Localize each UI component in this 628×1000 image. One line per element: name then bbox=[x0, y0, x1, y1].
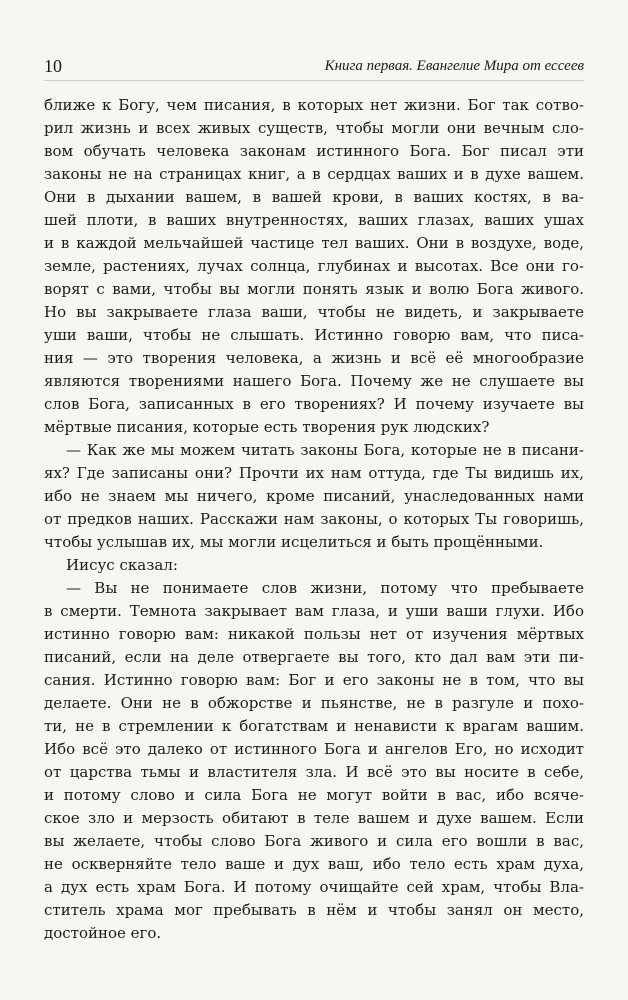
text-line: в смерти. Темнота закрывает вам глаза, и уши ваши глухи. Ибо bbox=[44, 602, 584, 620]
text-line: законы не на страницах книг, а в сердцах ваших и в духе вашем. bbox=[44, 165, 584, 183]
text-line: писаний, если на деле отвергаете вы того, кто дал вам эти пи- bbox=[44, 648, 584, 666]
running-title: Книга первая. Евангелие Мира от ессеев bbox=[324, 58, 584, 74]
text-line: мёртвые писания, которые есть творения рук людских? bbox=[44, 418, 490, 436]
text-line: Ибо всё это далеко от истинного Бога и ангелов Его, но исходит bbox=[44, 740, 584, 758]
text-line: и в каждой мельчайшей частице тел ваших. Они в воздухе, воде, bbox=[44, 234, 584, 252]
text-line: вы желаете, чтобы слово Бога живого и сила его вошли в вас, bbox=[44, 832, 584, 850]
text-line: ближе к Богу, чем писания, в которых нет жизни. Бог так сотво- bbox=[44, 96, 584, 114]
text-line: слов Бога, записанных в его творениях? И почему изучаете вы bbox=[44, 395, 584, 413]
text-line: делаете. Они не в обжорстве и пьянстве, не в разгуле и похо- bbox=[44, 694, 584, 712]
text-line: Иисус сказал: bbox=[66, 556, 178, 574]
text-line: чтобы услышав их, мы могли исцелиться и быть прощёнными. bbox=[44, 533, 544, 551]
text-line: шей плоти, в ваших внутренностях, ваших глазах, ваших ушах bbox=[44, 211, 584, 229]
text-line: — Вы не понимаете слов жизни, потому что пребываете bbox=[66, 579, 584, 597]
body-text bbox=[44, 94, 584, 945]
text-line: не оскверняйте тело ваше и дух ваш, ибо тело есть храм духа, bbox=[44, 855, 584, 873]
text-line: — Как же мы можем читать законы Бога, которые не в писани- bbox=[66, 441, 584, 459]
text-line: земле, растениях, лучах солнца, глубинах и высотах. Все они го- bbox=[44, 257, 584, 275]
text-line: ях? Где записаны они? Прочти их нам оттуда, где Ты видишь их, bbox=[44, 464, 584, 482]
text-line: от царства тьмы и властителя зла. И всё это вы носите в себе, bbox=[44, 763, 584, 781]
text-line: рил жизнь и всех живых существ, чтобы могли они вечным сло- bbox=[44, 119, 584, 137]
page-header bbox=[44, 52, 584, 81]
text-line: истинно говорю вам: никакой пользы нет от изучения мёртвых bbox=[44, 625, 584, 643]
text-line: Но вы закрываете глаза ваши, чтобы не видеть, и закрываете bbox=[44, 303, 584, 321]
text-line: а дух есть храм Бога. И потому очищайте сей храм, чтобы Вла- bbox=[44, 878, 584, 896]
text-line: являются творениями нашего Бога. Почему же не слушаете вы bbox=[44, 372, 584, 390]
text-line: ния — это творения человека, а жизнь и всё её многообразие bbox=[44, 349, 584, 367]
text-line: ворят с вами, чтобы вы могли понять язык и волю Бога живого. bbox=[44, 280, 584, 298]
text-line: ское зло и мерзость обитают в теле вашем и духе вашем. Если bbox=[44, 809, 584, 827]
text-line: ти, не в стремлении к богатствам и ненависти к врагам вашим. bbox=[44, 717, 584, 735]
text-line: ибо не знаем мы ничего, кроме писаний, унаследованных нами bbox=[44, 487, 584, 505]
page-number: 10 bbox=[44, 56, 62, 76]
text-line: ститель храма мог пребывать в нём и чтобы занял он место, bbox=[44, 901, 584, 919]
text-line: сания. Истинно говорю вам: Бог и его законы не в том, что вы bbox=[44, 671, 584, 689]
text-line: вом обучать человека законам истинного Бога. Бог писал эти bbox=[44, 142, 584, 160]
text-line: от предков наших. Расскажи нам законы, о которых Ты говоришь, bbox=[44, 510, 584, 528]
text-line: уши ваши, чтобы не слышать. Истинно говорю вам, что писа- bbox=[44, 326, 584, 344]
text-line: Они в дыхании вашем, в вашей крови, в ваших костях, в ва- bbox=[44, 188, 584, 206]
text-line: достойное его. bbox=[44, 924, 162, 942]
text-line: и потому слово и сила Бога не могут войти в вас, ибо всяче- bbox=[44, 786, 584, 804]
